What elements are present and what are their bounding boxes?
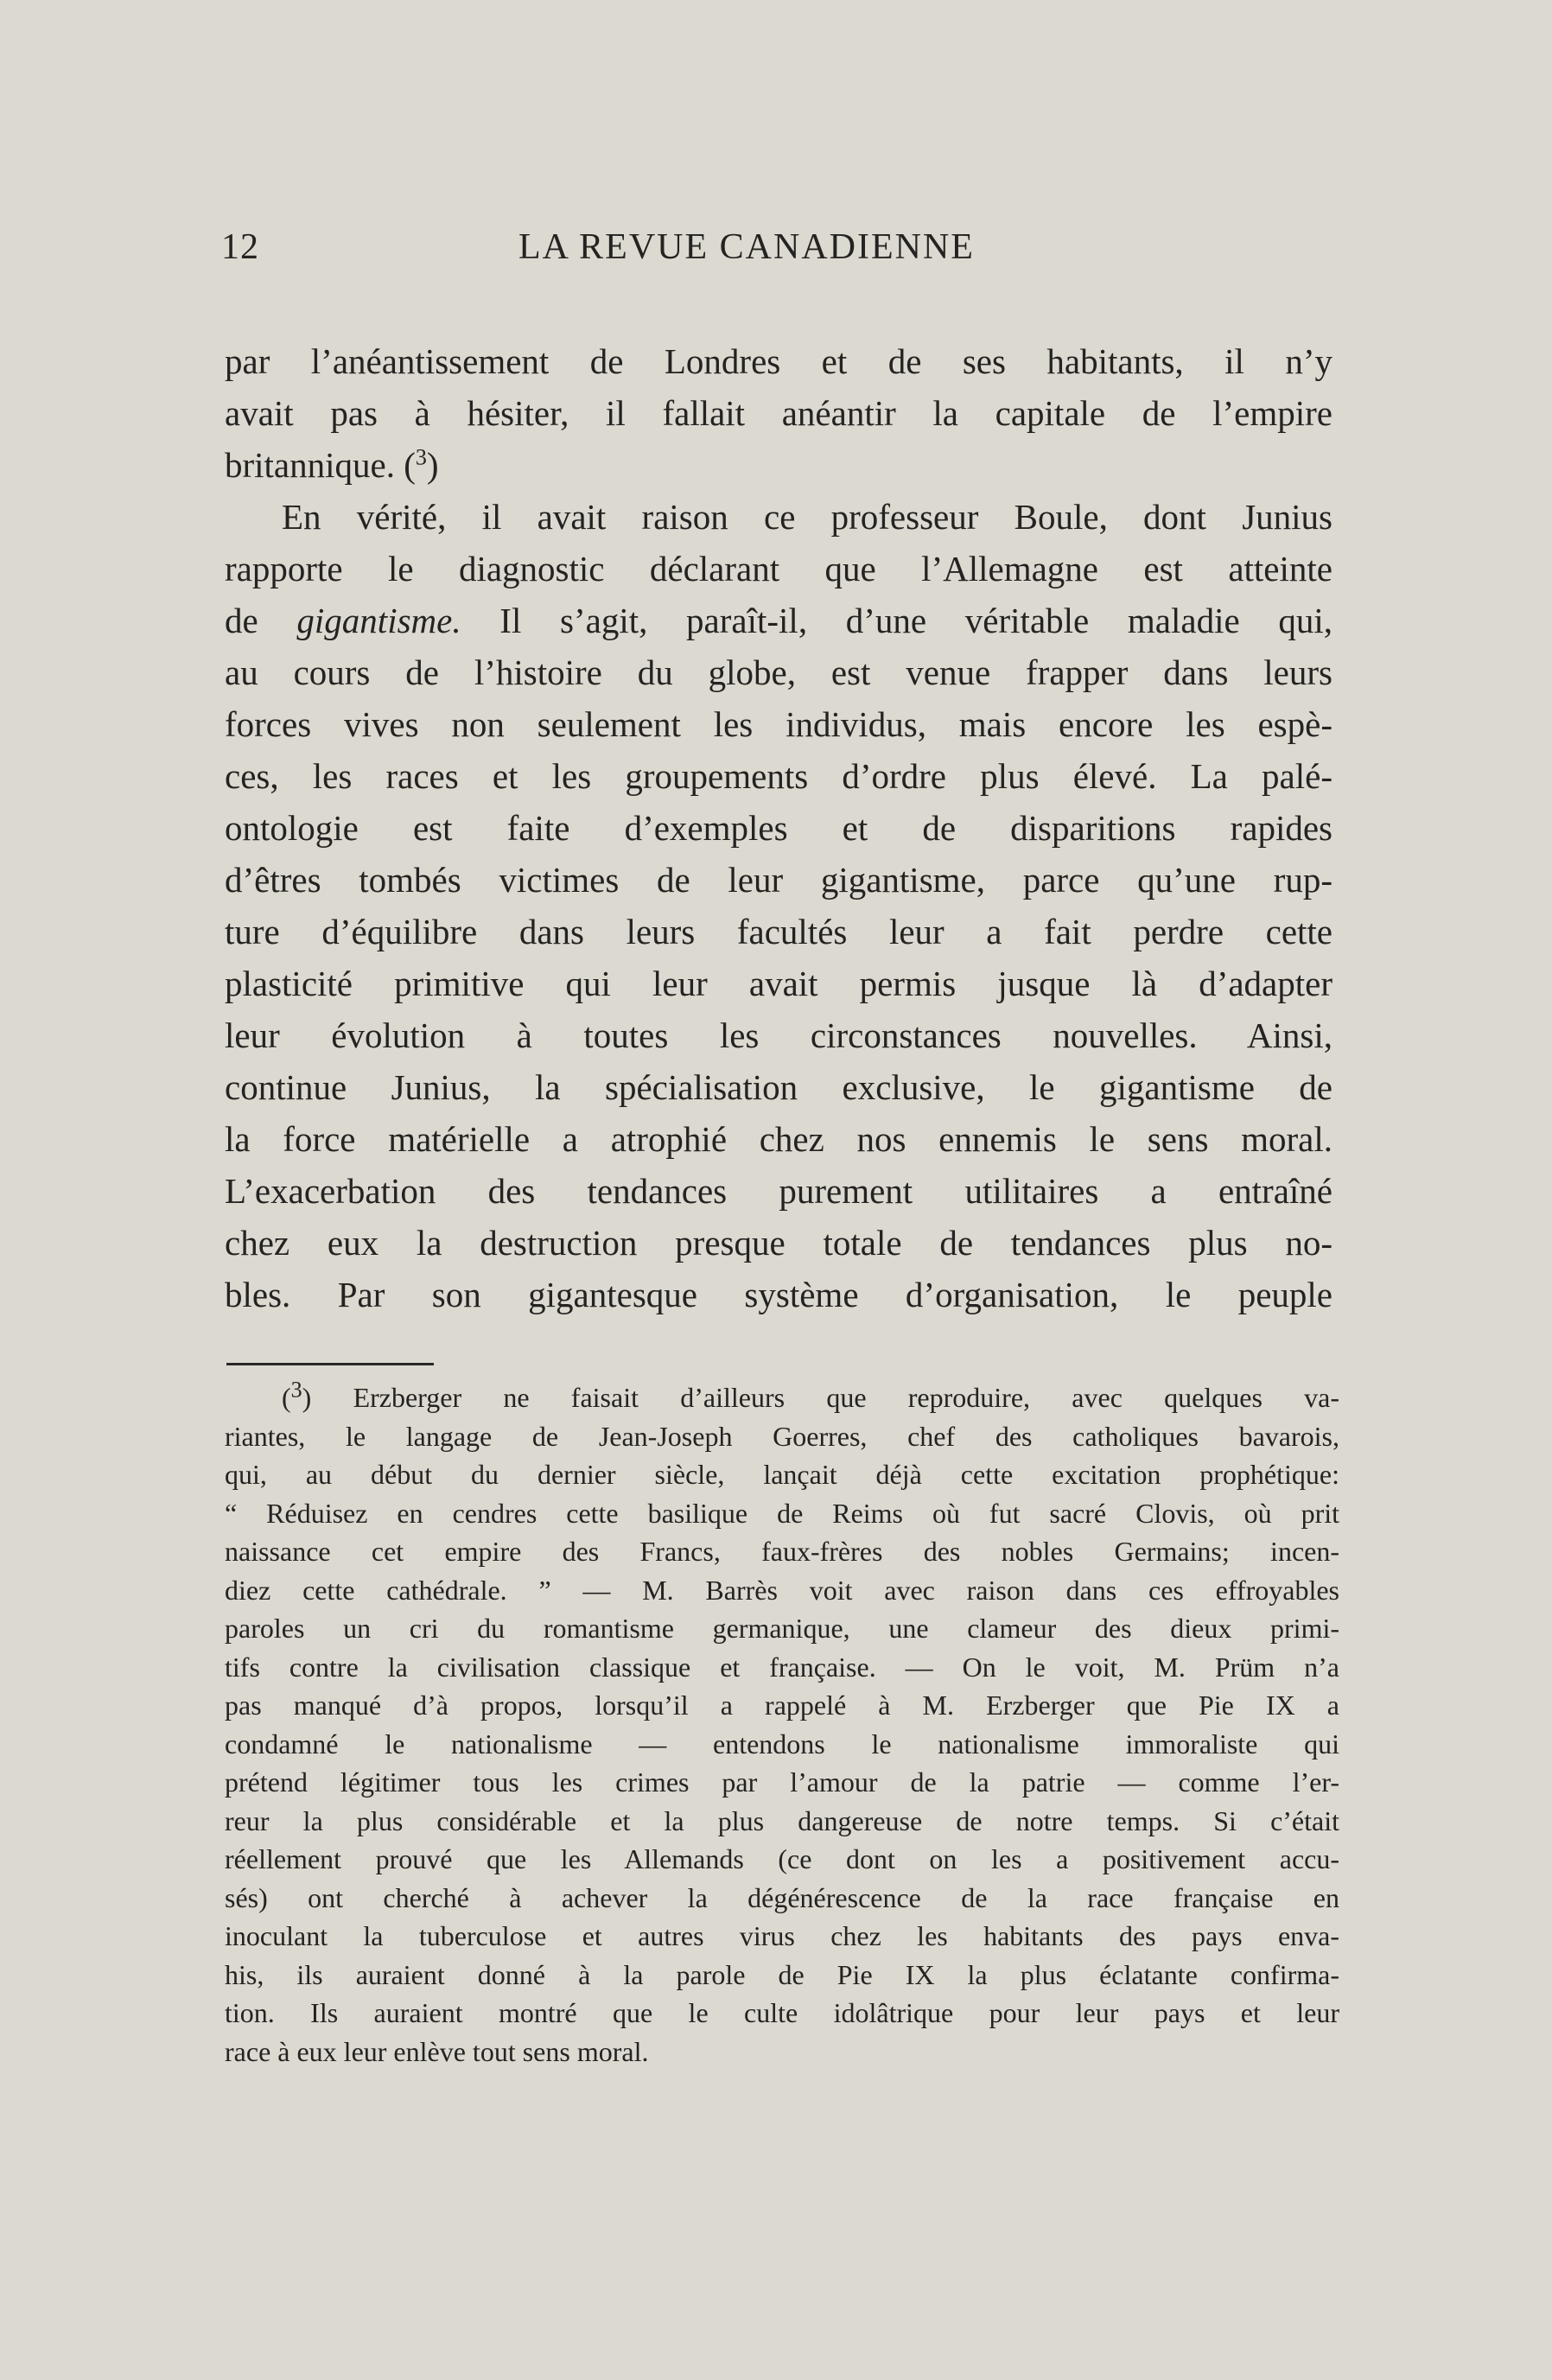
- body-line: rapporte le diagnostic déclarant que l’Allemagne est atteinte: [225, 549, 1333, 589]
- footnote-line: “ Réduisez en cendres cette basilique de Reims où fut sacré Clovis, où prit: [225, 1497, 1339, 1529]
- footnote-line: tifs contre la civilisation classique et française. — On le voit, M. Prüm n’a: [225, 1651, 1339, 1683]
- body-line: L’exacerbation des tendances purement utilitaires a entraîné: [225, 1171, 1333, 1211]
- footnote: [225, 1378, 1339, 2071]
- footnote-line: paroles un cri du romantisme germanique, une clameur des dieux primi-: [225, 1613, 1339, 1644]
- body-line: leur évolution à toutes les circonstances nouvelles. Ainsi,: [225, 1015, 1333, 1055]
- footnote-line: reur la plus considérable et la plus dangereuse de notre temps. Si c’était: [225, 1804, 1339, 1836]
- body-line: forces vives non seulement les individus, mais encore les espè-: [225, 704, 1333, 744]
- page-number: 12: [221, 227, 259, 267]
- footnote-line: qui, au début du dernier siècle, lançait déjà cette excitation prophétique:: [225, 1459, 1339, 1490]
- body-line: En vérité, il avait raison ce professeur Boule, dont Junius: [282, 497, 1333, 537]
- body-line: au cours de l’histoire du globe, est venue frapper dans leurs: [225, 652, 1333, 692]
- body-line: continue Junius, la spécialisation exclusive, le gigantisme de: [225, 1067, 1333, 1107]
- footnote-line: sés) ont cherché à achever la dégénérescence de la race française en: [225, 1881, 1339, 1913]
- body-line: plasticité primitive qui leur avait permis jusque là d’adapter: [225, 964, 1333, 1003]
- footnote-line: riantes, le langage de Jean-Joseph Goerres, chef des catholiques bavarois,: [225, 1420, 1339, 1452]
- body-line: ture d’équilibre dans leurs facultés leur a fait perdre cette: [225, 912, 1333, 951]
- footnote-reference: ($^3$): [404, 444, 439, 485]
- footnote-line: ($^3$) Erzberger ne faisait d’ailleurs que reproduire, avec quelques va-: [282, 1377, 1340, 1413]
- body-line: par l’anéantissement de Londres et de ses habitants, il n’y: [225, 341, 1333, 381]
- running-title: LA REVUE CANADIENNE: [518, 227, 975, 267]
- footnote-line: pas manqué d’à propos, lorsqu’il a rappelé à M. Erzberger que Pie IX a: [225, 1690, 1339, 1721]
- footnote-line: his, ils auraient donné à la parole de Pie IX la plus éclatante confirma-: [225, 1958, 1339, 1990]
- footnote-line: condamné le nationalisme — entendons le nationalisme immoraliste qui: [225, 1728, 1339, 1760]
- body-line: ces, les races et les groupements d’ordre plus élevé. La palé-: [225, 756, 1333, 796]
- body-line: d’êtres tombés victimes de leur gigantisme, parce qu’une rup-: [225, 860, 1333, 900]
- footnote-marker: ($^3$): [282, 1377, 312, 1413]
- body-line: la force matérielle a atrophié chez nos ennemis le sens moral.: [225, 1119, 1333, 1159]
- footnote-line: naissance cet empire des Francs, faux-frères des nobles Germains; incen-: [225, 1536, 1339, 1567]
- body-line: ontologie est faite d’exemples et de disparitions rapides: [225, 808, 1333, 848]
- footnote-reference-number: 3: [415, 444, 427, 470]
- footnote-line: race à eux leur enlève tout sens moral.: [225, 2035, 649, 2067]
- footnote-line: tion. Ils auraient montré que le culte idolâtrique pour leur pays et leur: [225, 1997, 1339, 2028]
- body-line: avait pas à hésiter, il fallait anéantir la capitale de l’empire: [225, 393, 1333, 433]
- footnote-line: inoculant la tuberculose et autres virus chez les habitants des pays enva-: [225, 1920, 1339, 1951]
- footnote-line: réellement prouvé que les Allemands (ce dont on les a positivement accu-: [225, 1843, 1339, 1874]
- italic-term: gigantisme.: [296, 601, 461, 640]
- footnote-separator: [226, 1363, 434, 1365]
- body-line: bles. Par son gigantesque système d’organisation, le peuple: [225, 1275, 1333, 1314]
- body-text: [225, 335, 1333, 1320]
- body-line: chez eux la destruction presque totale de tendances plus no-: [225, 1223, 1333, 1263]
- body-line: de gigantisme. Il s’agit, paraît-il, d’une véritable maladie qui,: [225, 601, 1333, 640]
- body-line-text: britannique.: [225, 445, 395, 485]
- body-line: [225, 439, 1333, 491]
- footnote-line: prétend légitimer tous les crimes par l’amour de la patrie — comme l’er-: [225, 1766, 1339, 1798]
- footnote-line: diez cette cathédrale. ” — M. Barrès voit avec raison dans ces effroyables: [225, 1574, 1339, 1606]
